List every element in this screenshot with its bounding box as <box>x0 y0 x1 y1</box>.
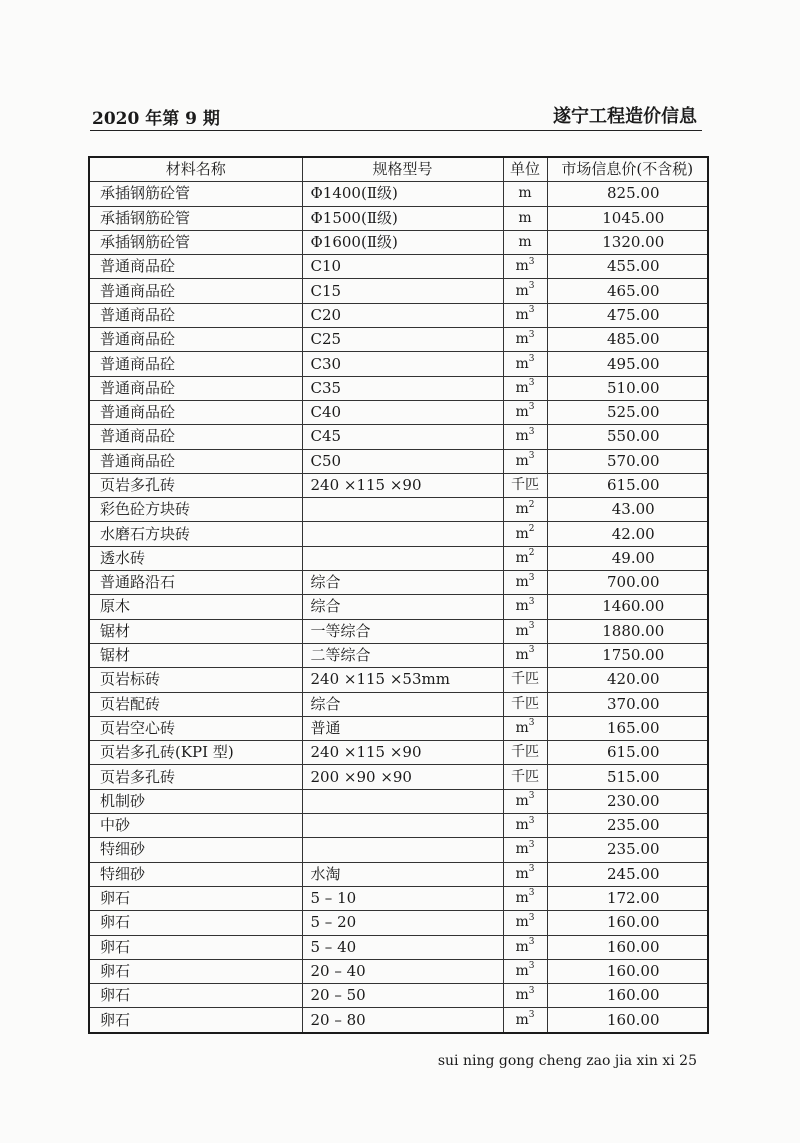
unit-exponent: 3 <box>528 936 535 947</box>
table-row <box>89 814 708 838</box>
unit-cell <box>503 765 547 789</box>
price-cell: 1320.00 <box>547 230 708 254</box>
price-cell: 160.00 <box>547 1008 708 1033</box>
table-row <box>89 206 708 230</box>
price-cell: 160.00 <box>547 935 708 959</box>
spec-cell: 240 ×115 ×90 <box>302 473 503 497</box>
price-cell: 570.00 <box>547 449 708 473</box>
spec-cell: 5 – 40 <box>302 935 503 959</box>
price-cell: 510.00 <box>547 376 708 400</box>
price-cell: 825.00 <box>547 182 708 206</box>
price-cell: 370.00 <box>547 692 708 716</box>
unit-exponent: 3 <box>528 839 535 850</box>
material-name-cell: 原木 <box>89 595 302 619</box>
spec-cell: 240 ×115 ×90 <box>302 741 503 765</box>
material-name-cell: 页岩多孔砖(KPI 型) <box>89 741 302 765</box>
price-cell: 172.00 <box>547 886 708 910</box>
unit-exponent: 3 <box>528 912 535 923</box>
material-name-cell: 卵石 <box>89 935 302 959</box>
spec-cell <box>302 838 503 862</box>
price-cell: 1750.00 <box>547 643 708 667</box>
unit-exponent: 3 <box>528 621 535 632</box>
unit-cell <box>503 546 547 570</box>
publication-title: 遂宁工程造价信息 <box>553 106 697 127</box>
unit-cell <box>503 376 547 400</box>
table-row <box>89 886 708 910</box>
unit-base: m <box>515 501 529 518</box>
price-cell: 165.00 <box>547 716 708 740</box>
price-cell: 495.00 <box>547 352 708 376</box>
unit-base: 千匹 <box>511 744 539 761</box>
unit-exponent: 3 <box>528 596 535 607</box>
table-row <box>89 595 708 619</box>
table-row <box>89 838 708 862</box>
table-row <box>89 643 708 667</box>
table-row <box>89 935 708 959</box>
unit-exponent: 2 <box>528 499 535 510</box>
unit-exponent: 3 <box>528 451 535 462</box>
material-name-cell: 特细砂 <box>89 862 302 886</box>
price-cell: 160.00 <box>547 959 708 983</box>
table-row <box>89 328 708 352</box>
unit-exponent: 3 <box>528 718 535 729</box>
price-cell: 160.00 <box>547 911 708 935</box>
table-row <box>89 716 708 740</box>
unit-cell <box>503 449 547 473</box>
table-row <box>89 668 708 692</box>
material-name-cell: 锯材 <box>89 619 302 643</box>
material-name-cell: 普通商品砼 <box>89 328 302 352</box>
price-cell: 42.00 <box>547 522 708 546</box>
issue-label: 2020 年第 9 期 <box>92 109 220 129</box>
spec-cell: 综合 <box>302 692 503 716</box>
table-row <box>89 959 708 983</box>
unit-base: m <box>515 1011 529 1028</box>
table-row <box>89 522 708 546</box>
spec-cell <box>302 522 503 546</box>
unit-cell <box>503 935 547 959</box>
table-row <box>89 376 708 400</box>
unit-base: m <box>515 817 529 834</box>
unit-cell <box>503 619 547 643</box>
table-row <box>89 692 708 716</box>
material-name-cell: 锯材 <box>89 643 302 667</box>
material-name-cell: 特细砂 <box>89 838 302 862</box>
price-cell: 245.00 <box>547 862 708 886</box>
material-name-cell: 普通商品砼 <box>89 400 302 424</box>
spec-cell <box>302 498 503 522</box>
unit-exponent: 3 <box>528 256 535 267</box>
spec-cell <box>302 789 503 813</box>
unit-base: m <box>515 841 529 858</box>
spec-cell: 综合 <box>302 571 503 595</box>
unit-exponent: 3 <box>528 329 535 340</box>
column-header-spec: 规格型号 <box>302 157 503 182</box>
unit-cell <box>503 425 547 449</box>
table-header-row <box>89 157 708 182</box>
material-name-cell: 承插钢筋砼管 <box>89 230 302 254</box>
column-header-name: 材料名称 <box>89 157 302 182</box>
unit-cell <box>503 643 547 667</box>
spec-cell: 普通 <box>302 716 503 740</box>
price-cell: 160.00 <box>547 984 708 1008</box>
unit-cell <box>503 838 547 862</box>
unit-base: m <box>515 258 529 275</box>
unit-exponent: 2 <box>528 523 535 534</box>
spec-cell: C30 <box>302 352 503 376</box>
price-cell: 1880.00 <box>547 619 708 643</box>
price-cell: 475.00 <box>547 303 708 327</box>
unit-cell <box>503 814 547 838</box>
unit-exponent: 3 <box>528 572 535 583</box>
spec-cell: C25 <box>302 328 503 352</box>
spec-cell: C40 <box>302 400 503 424</box>
table-row <box>89 255 708 279</box>
spec-cell: 20 – 40 <box>302 959 503 983</box>
price-cell: 43.00 <box>547 498 708 522</box>
unit-base: m <box>515 282 529 299</box>
unit-base: 千匹 <box>511 768 539 785</box>
price-cell: 700.00 <box>547 571 708 595</box>
unit-base: m <box>515 622 529 639</box>
spec-cell <box>302 814 503 838</box>
unit-base: 千匹 <box>511 477 539 493</box>
unit-cell <box>503 230 547 254</box>
material-name-cell: 卵石 <box>89 911 302 935</box>
unit-base: m <box>515 890 529 907</box>
unit-base: m <box>515 914 529 931</box>
price-cell: 235.00 <box>547 814 708 838</box>
unit-cell <box>503 789 547 813</box>
table-row <box>89 352 708 376</box>
material-name-cell: 页岩配砖 <box>89 692 302 716</box>
unit-base: m <box>515 792 529 809</box>
unit-base: m <box>515 355 529 372</box>
unit-cell <box>503 279 547 303</box>
price-cell: 615.00 <box>547 741 708 765</box>
unit-base: m <box>518 234 532 251</box>
unit-exponent: 3 <box>528 305 535 316</box>
table-row <box>89 230 708 254</box>
price-cell: 1045.00 <box>547 206 708 230</box>
material-name-cell: 普通商品砼 <box>89 425 302 449</box>
unit-exponent: 2 <box>528 548 535 559</box>
unit-base: m <box>515 525 529 542</box>
unit-cell <box>503 206 547 230</box>
spec-cell <box>302 546 503 570</box>
table-row <box>89 449 708 473</box>
unit-cell <box>503 959 547 983</box>
table-row <box>89 1008 708 1033</box>
unit-base: m <box>515 598 529 615</box>
material-name-cell: 普通商品砼 <box>89 376 302 400</box>
material-name-cell: 页岩多孔砖 <box>89 473 302 497</box>
unit-cell <box>503 182 547 206</box>
spec-cell: 综合 <box>302 595 503 619</box>
price-cell: 235.00 <box>547 838 708 862</box>
unit-cell <box>503 911 547 935</box>
unit-cell <box>503 352 547 376</box>
spec-cell: C20 <box>302 303 503 327</box>
unit-cell <box>503 473 547 497</box>
price-cell: 455.00 <box>547 255 708 279</box>
material-name-cell: 页岩标砖 <box>89 668 302 692</box>
unit-cell <box>503 741 547 765</box>
spec-cell: C35 <box>302 376 503 400</box>
table-row <box>89 425 708 449</box>
spec-cell: 5 – 10 <box>302 886 503 910</box>
spec-cell: Φ1500(Ⅱ级) <box>302 206 503 230</box>
unit-exponent: 3 <box>528 985 535 996</box>
unit-base: m <box>518 209 532 226</box>
unit-base: m <box>515 549 529 566</box>
material-name-cell: 页岩多孔砖 <box>89 765 302 789</box>
table-row <box>89 498 708 522</box>
unit-cell <box>503 571 547 595</box>
table-row <box>89 473 708 497</box>
material-price-table <box>88 156 709 1034</box>
material-name-cell: 机制砂 <box>89 789 302 813</box>
spec-cell: 20 – 50 <box>302 984 503 1008</box>
material-name-cell: 水磨石方块砖 <box>89 522 302 546</box>
material-name-cell: 中砂 <box>89 814 302 838</box>
unit-base: m <box>515 962 529 979</box>
unit-cell <box>503 692 547 716</box>
table-row <box>89 862 708 886</box>
price-cell: 525.00 <box>547 400 708 424</box>
spec-cell: 20 – 80 <box>302 1008 503 1033</box>
unit-exponent: 3 <box>528 961 535 972</box>
unit-base: m <box>515 428 529 445</box>
unit-base: m <box>515 404 529 421</box>
spec-cell: C45 <box>302 425 503 449</box>
price-cell: 550.00 <box>547 425 708 449</box>
price-cell: 49.00 <box>547 546 708 570</box>
unit-exponent: 3 <box>528 1009 535 1020</box>
unit-cell <box>503 328 547 352</box>
unit-base: m <box>515 306 529 323</box>
spec-cell: C50 <box>302 449 503 473</box>
unit-base: m <box>515 574 529 591</box>
unit-exponent: 3 <box>528 645 535 656</box>
material-name-cell: 卵石 <box>89 959 302 983</box>
unit-exponent: 3 <box>528 426 535 437</box>
unit-exponent: 3 <box>528 402 535 413</box>
table-row <box>89 911 708 935</box>
price-cell: 515.00 <box>547 765 708 789</box>
unit-exponent: 3 <box>528 815 535 826</box>
unit-cell <box>503 984 547 1008</box>
unit-base: 千匹 <box>511 671 539 688</box>
material-name-cell: 普通商品砼 <box>89 449 302 473</box>
page-footer: sui ning gong cheng zao jia xin xi 25 <box>437 1053 697 1069</box>
unit-base: m <box>515 865 529 882</box>
table-row <box>89 765 708 789</box>
spec-cell: C15 <box>302 279 503 303</box>
material-name-cell: 普通商品砼 <box>89 279 302 303</box>
unit-base: m <box>515 647 529 664</box>
unit-base: m <box>515 331 529 348</box>
price-cell: 465.00 <box>547 279 708 303</box>
unit-base: m <box>515 379 529 396</box>
table-row <box>89 303 708 327</box>
table-row <box>89 182 708 206</box>
spec-cell: 5 – 20 <box>302 911 503 935</box>
spec-cell: 240 ×115 ×53mm <box>302 668 503 692</box>
material-name-cell: 透水砖 <box>89 546 302 570</box>
unit-cell <box>503 716 547 740</box>
table-row <box>89 279 708 303</box>
table-row <box>89 546 708 570</box>
unit-base: m <box>515 452 529 469</box>
price-cell: 420.00 <box>547 668 708 692</box>
table-row <box>89 789 708 813</box>
material-name-cell: 普通商品砼 <box>89 255 302 279</box>
price-cell: 1460.00 <box>547 595 708 619</box>
unit-cell <box>503 303 547 327</box>
unit-base: m <box>515 938 529 955</box>
unit-exponent: 3 <box>528 864 535 875</box>
unit-base: 千匹 <box>511 695 539 712</box>
material-name-cell: 卵石 <box>89 886 302 910</box>
table-row <box>89 984 708 1008</box>
material-name-cell: 承插钢筋砼管 <box>89 206 302 230</box>
table-row <box>89 619 708 643</box>
table-row <box>89 571 708 595</box>
material-name-cell: 承插钢筋砼管 <box>89 182 302 206</box>
unit-cell <box>503 522 547 546</box>
unit-exponent: 3 <box>528 280 535 291</box>
header-divider <box>90 130 702 131</box>
table-body <box>89 182 708 1033</box>
column-header-price: 市场信息价(不含税) <box>547 157 708 182</box>
unit-cell <box>503 886 547 910</box>
spec-cell: 一等综合 <box>302 619 503 643</box>
unit-base: m <box>515 719 529 736</box>
unit-exponent: 3 <box>528 888 535 899</box>
unit-base: m <box>515 987 529 1004</box>
unit-cell <box>503 498 547 522</box>
material-name-cell: 页岩空心砖 <box>89 716 302 740</box>
unit-exponent: 3 <box>528 378 535 389</box>
unit-cell <box>503 862 547 886</box>
material-name-cell: 普通路沿石 <box>89 571 302 595</box>
table-row <box>89 400 708 424</box>
price-cell: 615.00 <box>547 473 708 497</box>
material-name-cell: 彩色砼方块砖 <box>89 498 302 522</box>
unit-cell <box>503 595 547 619</box>
spec-cell: Φ1400(Ⅱ级) <box>302 182 503 206</box>
unit-cell <box>503 668 547 692</box>
material-name-cell: 普通商品砼 <box>89 303 302 327</box>
unit-cell <box>503 255 547 279</box>
unit-exponent: 3 <box>528 353 535 364</box>
spec-cell: Φ1600(Ⅱ级) <box>302 230 503 254</box>
unit-exponent: 3 <box>528 791 535 802</box>
unit-cell <box>503 1008 547 1033</box>
material-name-cell: 卵石 <box>89 984 302 1008</box>
spec-cell: 水淘 <box>302 862 503 886</box>
material-name-cell: 普通商品砼 <box>89 352 302 376</box>
column-header-unit: 单位 <box>503 157 547 182</box>
material-name-cell: 卵石 <box>89 1008 302 1033</box>
price-cell: 230.00 <box>547 789 708 813</box>
unit-base: m <box>518 185 532 202</box>
spec-cell: C10 <box>302 255 503 279</box>
spec-cell: 200 ×90 ×90 <box>302 765 503 789</box>
price-cell: 485.00 <box>547 328 708 352</box>
table-row <box>89 741 708 765</box>
unit-cell <box>503 400 547 424</box>
price-table-container <box>88 156 709 1034</box>
spec-cell: 二等综合 <box>302 643 503 667</box>
